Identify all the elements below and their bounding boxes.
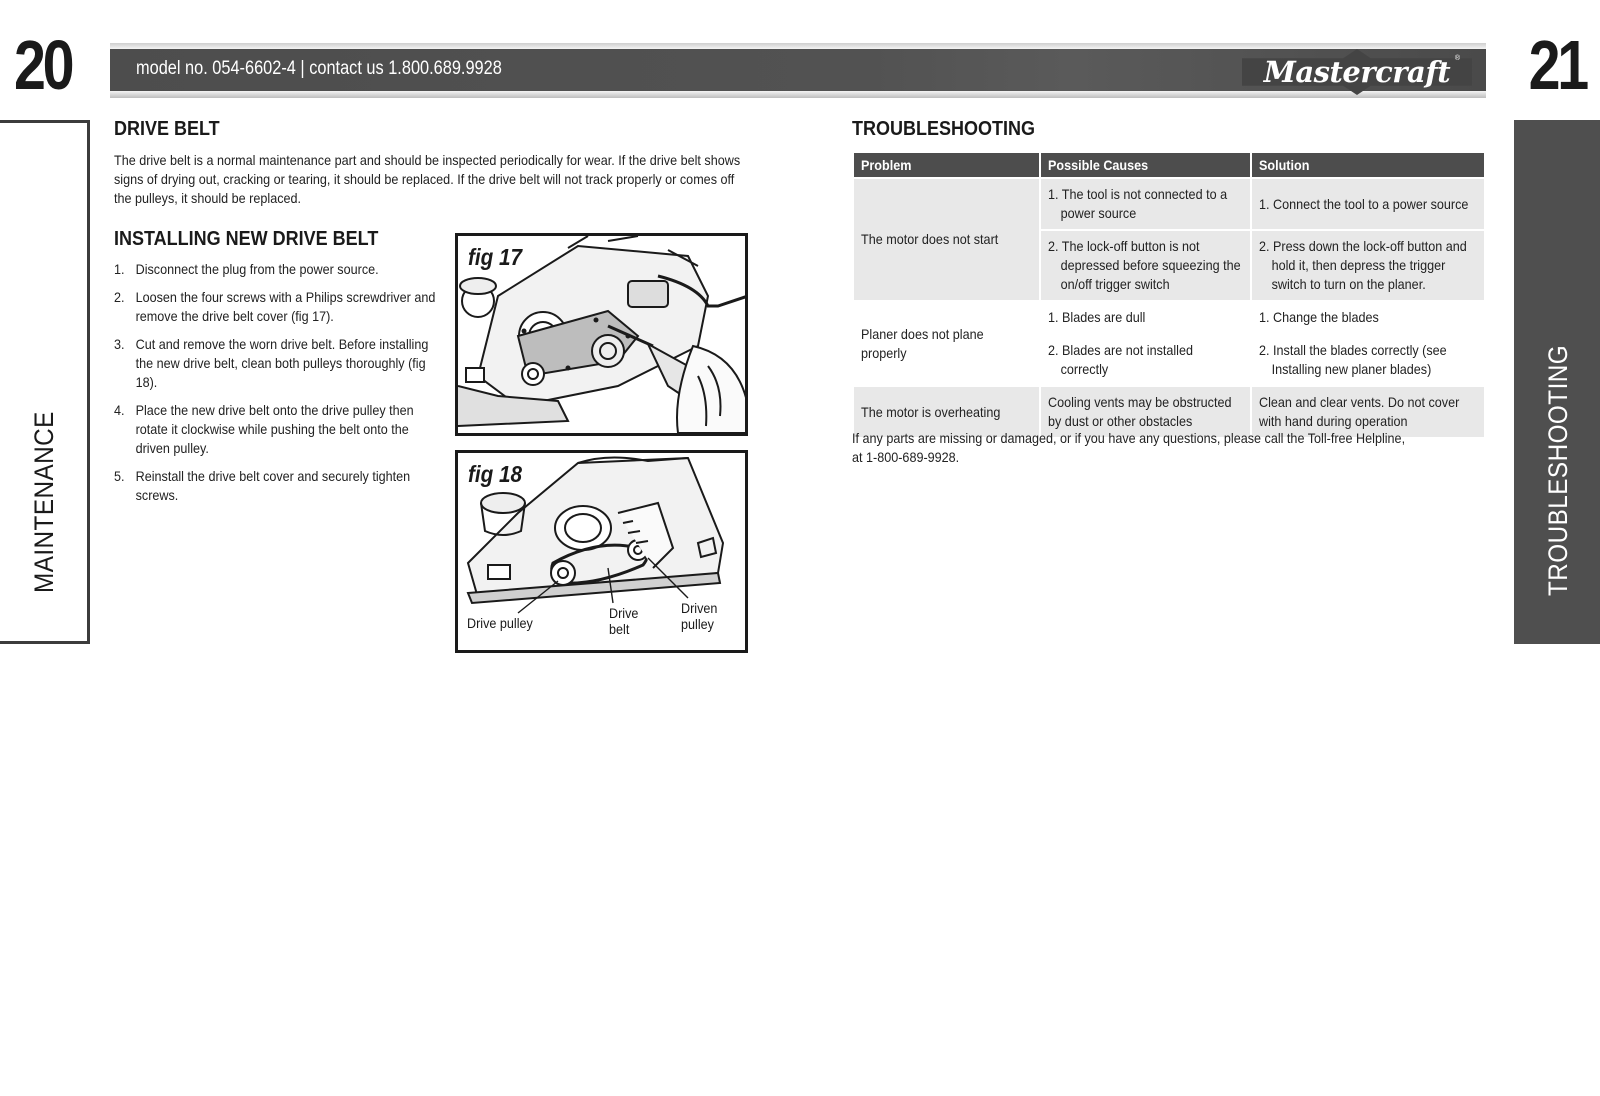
side-tab-maintenance	[0, 120, 90, 644]
step-text: Reinstall the drive belt cover and securely tighten screws.	[135, 468, 411, 503]
solution-cell: 2. Press down the lock-off button and hold it, then depress the trigger switch to turn on the planer.	[1251, 230, 1485, 301]
logo-registered-mark: ®	[1454, 55, 1460, 62]
solution-cell: 1. Change the blades	[1251, 301, 1485, 334]
step-text: Cut and remove the worn drive belt. Before installing the new drive belt, clean both pulleys thoroughly (fig 18).	[135, 336, 429, 390]
troubleshooting-table	[852, 151, 1486, 439]
drive-belt-body: The drive belt is a normal maintenance part and should be inspected periodically for wear. If the drive belt shows signs of drying out, cracking or tearing, it should be replaced. If the drive belt will not track properly or comes off the pulleys, it should be replaced.	[114, 152, 741, 206]
side-tab-troubleshooting	[1514, 120, 1600, 644]
cause-cell: Cooling vents may be obstructed by dust or other obstacles	[1040, 386, 1250, 438]
side-tab-label-right: TROUBLESHOOTING	[1543, 344, 1573, 596]
cause-cell: 2. Blades are not installed correctly	[1040, 334, 1250, 386]
logo-wordmark: Mastercraft	[1263, 55, 1451, 89]
cause-cell: 1. Blades are dull	[1040, 301, 1250, 334]
solution-cell: 1. Connect the tool to a power source	[1251, 178, 1485, 230]
installing-steps-list	[114, 260, 440, 514]
mastercraft-logo	[1242, 45, 1472, 99]
step-number: 5.	[114, 468, 125, 484]
side-tab-label-left: MAINTENANCE	[29, 411, 59, 593]
step-number: 1.	[114, 261, 125, 277]
list-item	[114, 288, 440, 326]
solution-cell: 2. Install the blades correctly (see Installing new planer blades)	[1251, 334, 1485, 386]
list-item	[114, 467, 440, 505]
callout-driven-pulley: Driven pulley	[681, 600, 724, 632]
figure-17	[455, 233, 748, 436]
step-number: 2.	[114, 289, 125, 305]
callout-drive-belt: Drive belt	[609, 605, 645, 637]
list-item	[114, 401, 440, 458]
list-item	[114, 335, 440, 392]
table-row	[853, 301, 1485, 334]
step-text: Loosen the four screws with a Philips screwdriver and remove the drive belt cover (fig 17).	[135, 289, 436, 324]
column-header-solution: Solution	[1251, 152, 1485, 178]
header-model-contact: model no. 054-6602-4 | contact us 1.800.689.9928	[136, 58, 502, 79]
installing-heading: INSTALLING NEW DRIVE BELT	[114, 228, 379, 250]
table-header-row	[853, 152, 1485, 178]
helpline-note: If any parts are missing or damaged, or if you have any questions, please call the Toll-free Helpline, at 1-800-689-9928.	[852, 430, 1406, 465]
page-number-left: 20	[14, 26, 72, 104]
list-item	[114, 260, 440, 279]
table-row	[853, 178, 1485, 230]
step-text: Disconnect the plug from the power source.	[135, 261, 379, 277]
problem-cell: The motor is overheating	[853, 386, 1040, 438]
page-number-right: 21	[1528, 26, 1586, 104]
step-text: Place the new drive belt onto the drive pulley then rotate it clockwise while pushing the belt onto the driven pulley.	[135, 402, 414, 456]
problem-cell: The motor does not start	[853, 178, 1040, 301]
figure-18	[455, 450, 748, 653]
header-bar	[110, 43, 1486, 101]
column-header-causes: Possible Causes	[1040, 152, 1250, 178]
cause-cell: 1. The tool is not connected to a power source	[1040, 178, 1250, 230]
troubleshooting-heading: TROUBLESHOOTING	[852, 118, 1036, 140]
problem-cell: Planer does not plane properly	[853, 301, 1040, 386]
step-number: 4.	[114, 402, 125, 418]
column-header-problem: Problem	[853, 152, 1040, 178]
figure-17-label: fig 17	[468, 244, 526, 271]
figure-18-label: fig 18	[468, 461, 526, 488]
drive-belt-heading: DRIVE BELT	[114, 118, 220, 140]
solution-cell: Clean and clear vents. Do not cover with hand during operation	[1251, 386, 1485, 438]
cause-cell: 2. The lock-off button is not depressed before squeezing the on/off trigger switch	[1040, 230, 1250, 301]
callout-drive-pulley: Drive pulley	[467, 615, 533, 631]
step-number: 3.	[114, 336, 125, 352]
